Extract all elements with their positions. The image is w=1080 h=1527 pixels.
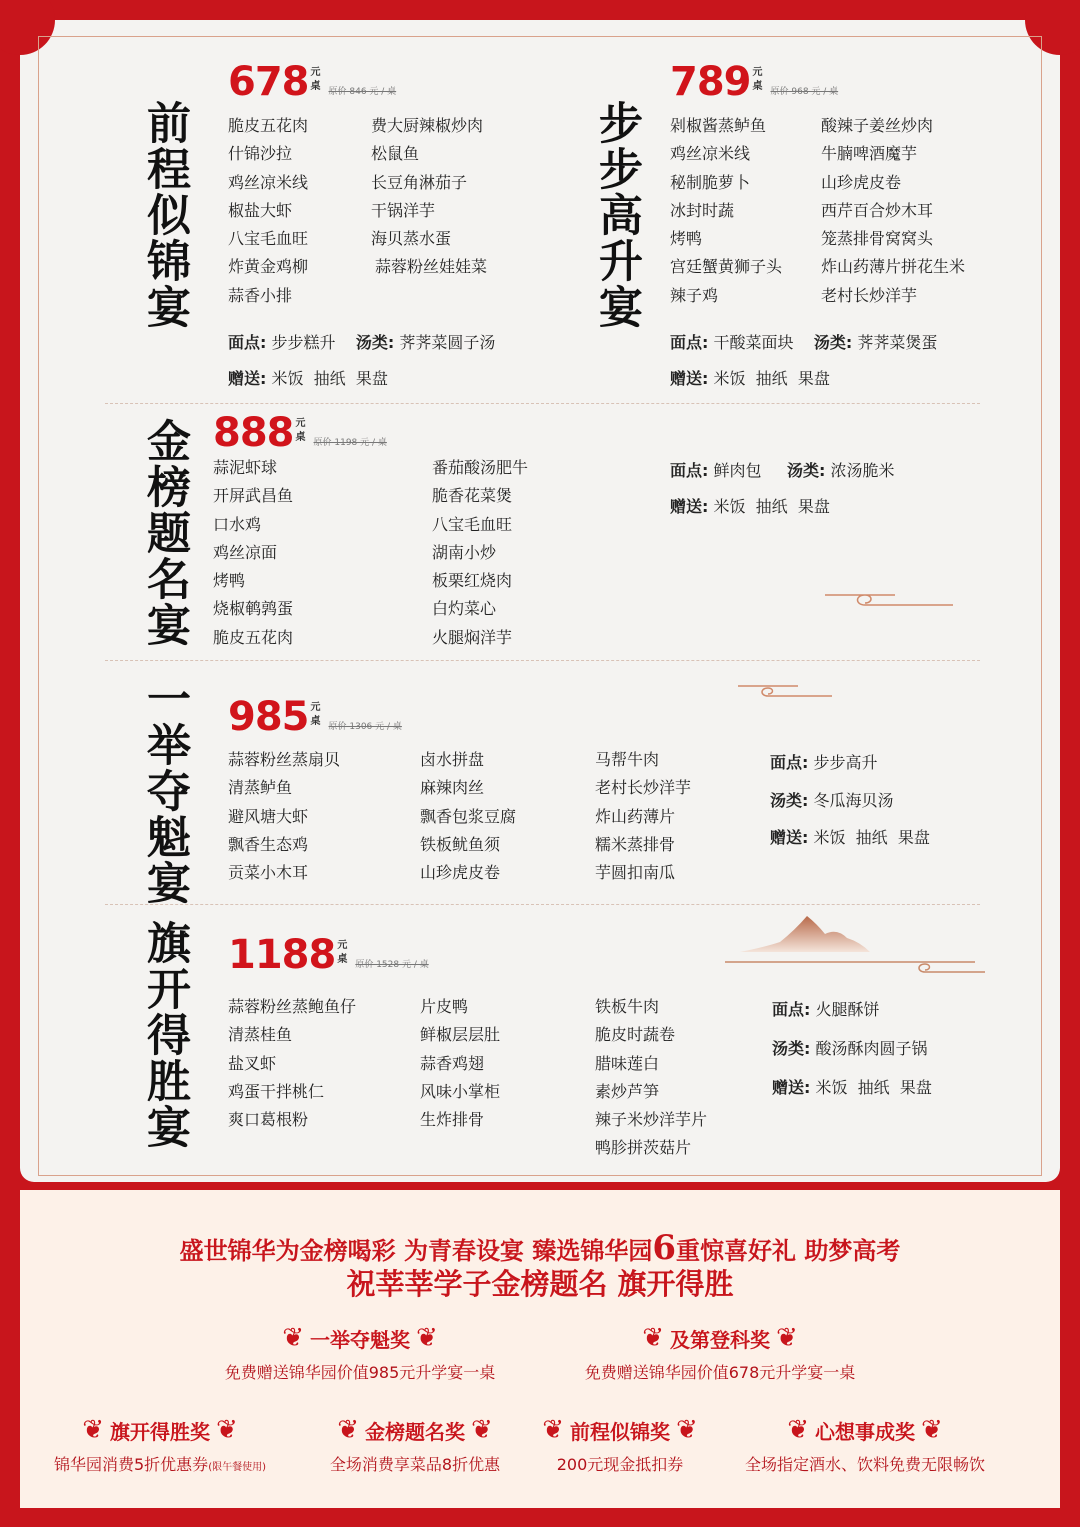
dish: 烧椒鹌鹑蛋 xyxy=(213,599,294,619)
dish-list xyxy=(371,112,487,282)
section-divider xyxy=(105,403,980,404)
price-block xyxy=(213,410,387,456)
dish: 冰封时蔬 xyxy=(670,200,735,220)
dish: 八宝毛血旺 xyxy=(228,229,309,249)
price-block xyxy=(670,59,839,105)
price: 1188 xyxy=(228,932,336,978)
dish-list xyxy=(432,454,528,652)
dish: 腊味莲白 xyxy=(595,1053,660,1073)
dish: 椒盐大虾 xyxy=(228,200,293,220)
dish: 番茄酸汤肥牛 xyxy=(432,458,529,477)
laurel-left-icon: ❦ xyxy=(642,1323,664,1353)
laurel-left-icon: ❦ xyxy=(82,1415,104,1445)
dish: 蒜香鸡翅 xyxy=(420,1053,485,1073)
dish: 板栗红烧肉 xyxy=(432,571,513,591)
price: 678 xyxy=(228,59,309,105)
original-price: 原价 1528 元 / 桌 xyxy=(355,960,429,970)
frame-corner xyxy=(1025,0,1080,55)
original-price: 原价 1306 元 / 桌 xyxy=(328,722,402,732)
dish: 辣子鸡 xyxy=(670,285,719,305)
dish: 鸡蛋干拌桃仁 xyxy=(228,1081,325,1101)
original-price: 原价 1198 元 / 桌 xyxy=(313,438,387,448)
award-jinbangtiming: ❦ 金榜题名奖 ❦ 全场消费享菜品8折优惠 xyxy=(300,1412,530,1475)
dish: 酸辣子姜丝炒肉 xyxy=(821,116,934,135)
mountain-icon xyxy=(725,912,985,984)
dish: 烤鸭 xyxy=(213,571,246,591)
pastry-soup-line: 面点: 步步糕升 汤类: 荠荠菜圆子汤 xyxy=(228,333,496,352)
dish: 鸡丝凉米线 xyxy=(228,172,309,192)
dish: 八宝毛血旺 xyxy=(432,514,513,534)
dish: 山珍虎皮卷 xyxy=(821,172,902,192)
banquet-title: 步步高升宴 xyxy=(591,100,642,330)
laurel-right-icon: ❦ xyxy=(676,1415,698,1445)
dish: 秘制脆萝卜 xyxy=(670,172,751,192)
award-xinxiangshicheng: ❦ 心想事成奖 ❦ 全场指定酒水、饮料免费无限畅饮 xyxy=(720,1412,1010,1475)
dish: 爽口葛根粉 xyxy=(228,1110,309,1130)
price-unit: 元 桌 xyxy=(310,67,321,92)
award-jididengke: ❦ 及第登科奖 ❦ 免费赠送锦华园价值678元升学宴一桌 xyxy=(540,1320,900,1383)
dish: 白灼菜心 xyxy=(432,599,497,619)
dish: 笼蒸排骨窝窝头 xyxy=(821,229,934,249)
dish: 卤水拼盘 xyxy=(420,750,485,769)
dish: 铁板牛肉 xyxy=(595,997,660,1016)
dish: 老村长炒洋芋 xyxy=(821,285,918,305)
dish: 蒜泥虾球 xyxy=(213,458,278,477)
dish: 麻辣肉丝 xyxy=(420,778,485,798)
dish: 飘香生态鸡 xyxy=(228,834,309,854)
banquet-title: 金榜题名宴 xyxy=(139,418,190,648)
dish: 剁椒酱蒸鲈鱼 xyxy=(670,116,767,135)
dish: 盐叉虾 xyxy=(228,1053,277,1073)
price-unit: 元 桌 xyxy=(752,67,763,92)
dish: 素炒芦笋 xyxy=(595,1081,660,1101)
dish: 鸡丝凉面 xyxy=(213,542,278,562)
pastry-line: 面点: 火腿酥饼 xyxy=(772,1000,880,1019)
dish: 火腿焖洋芋 xyxy=(432,627,513,647)
promo-headline: 盛世锦华为金榜喝彩 为青春设宴 臻选锦华园6重惊喜好礼 助梦高考 xyxy=(179,1228,901,1268)
gift-line: 赠送: 米饭 抽纸 果盘 xyxy=(670,369,830,388)
dish: 飘香包浆豆腐 xyxy=(420,806,517,826)
dish: 糯米蒸排骨 xyxy=(595,834,676,854)
award-qikaidesheng: ❦ 旗开得胜奖 ❦ 锦华园消费5折优惠券(限午餐使用) xyxy=(30,1412,290,1475)
dish: 鸡丝凉米线 xyxy=(670,144,751,164)
laurel-right-icon: ❦ xyxy=(471,1415,493,1445)
dish-list xyxy=(595,746,691,887)
laurel-left-icon: ❦ xyxy=(337,1415,359,1445)
pastry-soup-line: 面点: 鲜肉包 汤类: 浓汤脆米 xyxy=(670,461,895,480)
dish: 湖南小炒 xyxy=(432,542,497,562)
section-divider xyxy=(105,660,980,661)
dish: 宫廷蟹黄狮子头 xyxy=(670,257,783,277)
dish: 脆皮五花肉 xyxy=(213,627,294,647)
price-unit: 元 桌 xyxy=(310,702,321,727)
dish: 什锦沙拉 xyxy=(228,144,293,164)
dish: 开屏武昌鱼 xyxy=(213,486,294,506)
dish: 铁板鱿鱼须 xyxy=(420,834,501,854)
laurel-left-icon: ❦ xyxy=(787,1415,809,1445)
auspicious-cloud-icon xyxy=(738,682,833,706)
dish: 清蒸桂鱼 xyxy=(228,1025,293,1045)
pastry-soup-line: 面点: 干酸菜面块 汤类: 荠荠菜煲蛋 xyxy=(670,333,938,352)
dish: 牛腩啤酒魔芋 xyxy=(821,144,918,164)
dish-list xyxy=(420,746,516,887)
pastry-line: 面点: 步步高升 xyxy=(770,753,878,772)
dish-list xyxy=(670,112,782,310)
price-unit: 元 桌 xyxy=(337,940,348,965)
price-block xyxy=(228,694,402,740)
banquet-title: 旗开得胜宴 xyxy=(139,920,190,1150)
laurel-left-icon: ❦ xyxy=(542,1415,564,1445)
price: 888 xyxy=(213,410,294,456)
gift-line: 赠送: 米饭 抽纸 果盘 xyxy=(670,497,830,516)
dish: 贡菜小木耳 xyxy=(228,863,309,883)
section-divider xyxy=(105,904,980,905)
price: 789 xyxy=(670,59,751,105)
dish: 生炸排骨 xyxy=(420,1110,485,1130)
award-desc: 全场消费享菜品8折优惠 xyxy=(329,1455,501,1474)
dish-list xyxy=(228,993,356,1134)
award-yijuduokui: ❦ 一举夺魁奖 ❦ 免费赠送锦华园价值985元升学宴一桌 xyxy=(180,1320,540,1383)
dish: 鲜椒层层肚 xyxy=(420,1025,501,1045)
award-desc: 锦华园消费5折优惠券(限午餐使用) xyxy=(54,1455,266,1474)
gift-line: 赠送: 米饭 抽纸 果盘 xyxy=(228,369,388,388)
dish: 山珍虎皮卷 xyxy=(420,863,501,883)
dish: 费大厨辣椒炒肉 xyxy=(371,116,484,135)
dish: 马帮牛肉 xyxy=(595,750,660,769)
dish: 辣子米炒洋芋片 xyxy=(595,1110,708,1130)
dish: 老村长炒洋芋 xyxy=(595,778,692,798)
auspicious-cloud-icon xyxy=(825,590,955,620)
dish: 松鼠鱼 xyxy=(371,144,420,164)
dish: 口水鸡 xyxy=(213,514,262,534)
award-desc: 免费赠送锦华园价值985元升学宴一桌 xyxy=(224,1363,496,1382)
price-block xyxy=(228,59,397,105)
price: 985 xyxy=(228,694,309,740)
gift-line: 赠送: 米饭 抽纸 果盘 xyxy=(770,828,930,847)
original-price: 原价 968 元 / 桌 xyxy=(770,87,839,97)
soup-line: 汤类: 冬瓜海贝汤 xyxy=(770,791,894,810)
original-price: 原价 846 元 / 桌 xyxy=(328,87,397,97)
dish-list xyxy=(228,112,308,310)
gift-line: 赠送: 米饭 抽纸 果盘 xyxy=(772,1078,932,1097)
price-unit: 元 桌 xyxy=(295,418,306,443)
dish-list xyxy=(595,993,707,1163)
dish: 蒜蓉粉丝娃娃菜 xyxy=(375,257,488,277)
dish: 脆皮五花肉 xyxy=(228,116,309,135)
dish: 鸭胗拼茨菇片 xyxy=(595,1138,692,1158)
price-block xyxy=(228,932,429,978)
dish: 清蒸鲈鱼 xyxy=(228,778,293,798)
soup-line: 汤类: 酸汤酥肉圆子锅 xyxy=(772,1039,928,1058)
laurel-right-icon: ❦ xyxy=(776,1323,798,1353)
dish: 干锅洋芋 xyxy=(371,200,436,220)
dish: 炸山药薄片拼花生米 xyxy=(821,257,966,277)
award-desc: 全场指定酒水、饮料免费无限畅饮 xyxy=(744,1455,985,1474)
dish: 脆皮时蔬卷 xyxy=(595,1025,676,1045)
banquet-title: 一举夺魁宴 xyxy=(139,676,190,906)
dish: 炸山药薄片 xyxy=(595,806,676,826)
dish: 海贝蒸水蛋 xyxy=(371,229,452,249)
laurel-left-icon: ❦ xyxy=(282,1323,304,1353)
frame-corner xyxy=(0,0,55,55)
dish-list xyxy=(821,112,965,310)
dish: 烤鸭 xyxy=(670,229,703,249)
laurel-right-icon: ❦ xyxy=(921,1415,943,1445)
dish: 风味小掌柜 xyxy=(420,1081,501,1101)
laurel-right-icon: ❦ xyxy=(216,1415,238,1445)
dish: 蒜蓉粉丝蒸扇贝 xyxy=(228,750,341,769)
laurel-right-icon: ❦ xyxy=(416,1323,438,1353)
banquet-title: 前程似锦宴 xyxy=(139,100,190,330)
dish-list xyxy=(213,454,293,652)
dish: 片皮鸭 xyxy=(420,997,469,1016)
dish: 炸黄金鸡柳 xyxy=(228,257,309,277)
dish: 脆香花菜煲 xyxy=(432,486,513,506)
promo-subheadline: 祝莘莘学子金榜题名 旗开得胜 xyxy=(346,1267,734,1301)
dish: 长豆角淋茄子 xyxy=(371,172,468,192)
award-desc: 免费赠送锦华园价值678元升学宴一桌 xyxy=(584,1363,856,1382)
dish: 芋圆扣南瓜 xyxy=(595,863,676,883)
dish-list xyxy=(228,746,340,887)
award-desc: 200元现金抵扣券 xyxy=(556,1455,684,1474)
dish: 蒜蓉粉丝蒸鲍鱼仔 xyxy=(228,997,357,1016)
dish: 避风塘大虾 xyxy=(228,806,309,826)
award-qianchengsijin: ❦ 前程似锦奖 ❦ 200元现金抵扣券 xyxy=(530,1412,710,1475)
dish: 蒜香小排 xyxy=(228,285,293,305)
dish-list xyxy=(420,993,500,1134)
dish: 西芹百合炒木耳 xyxy=(821,200,934,220)
